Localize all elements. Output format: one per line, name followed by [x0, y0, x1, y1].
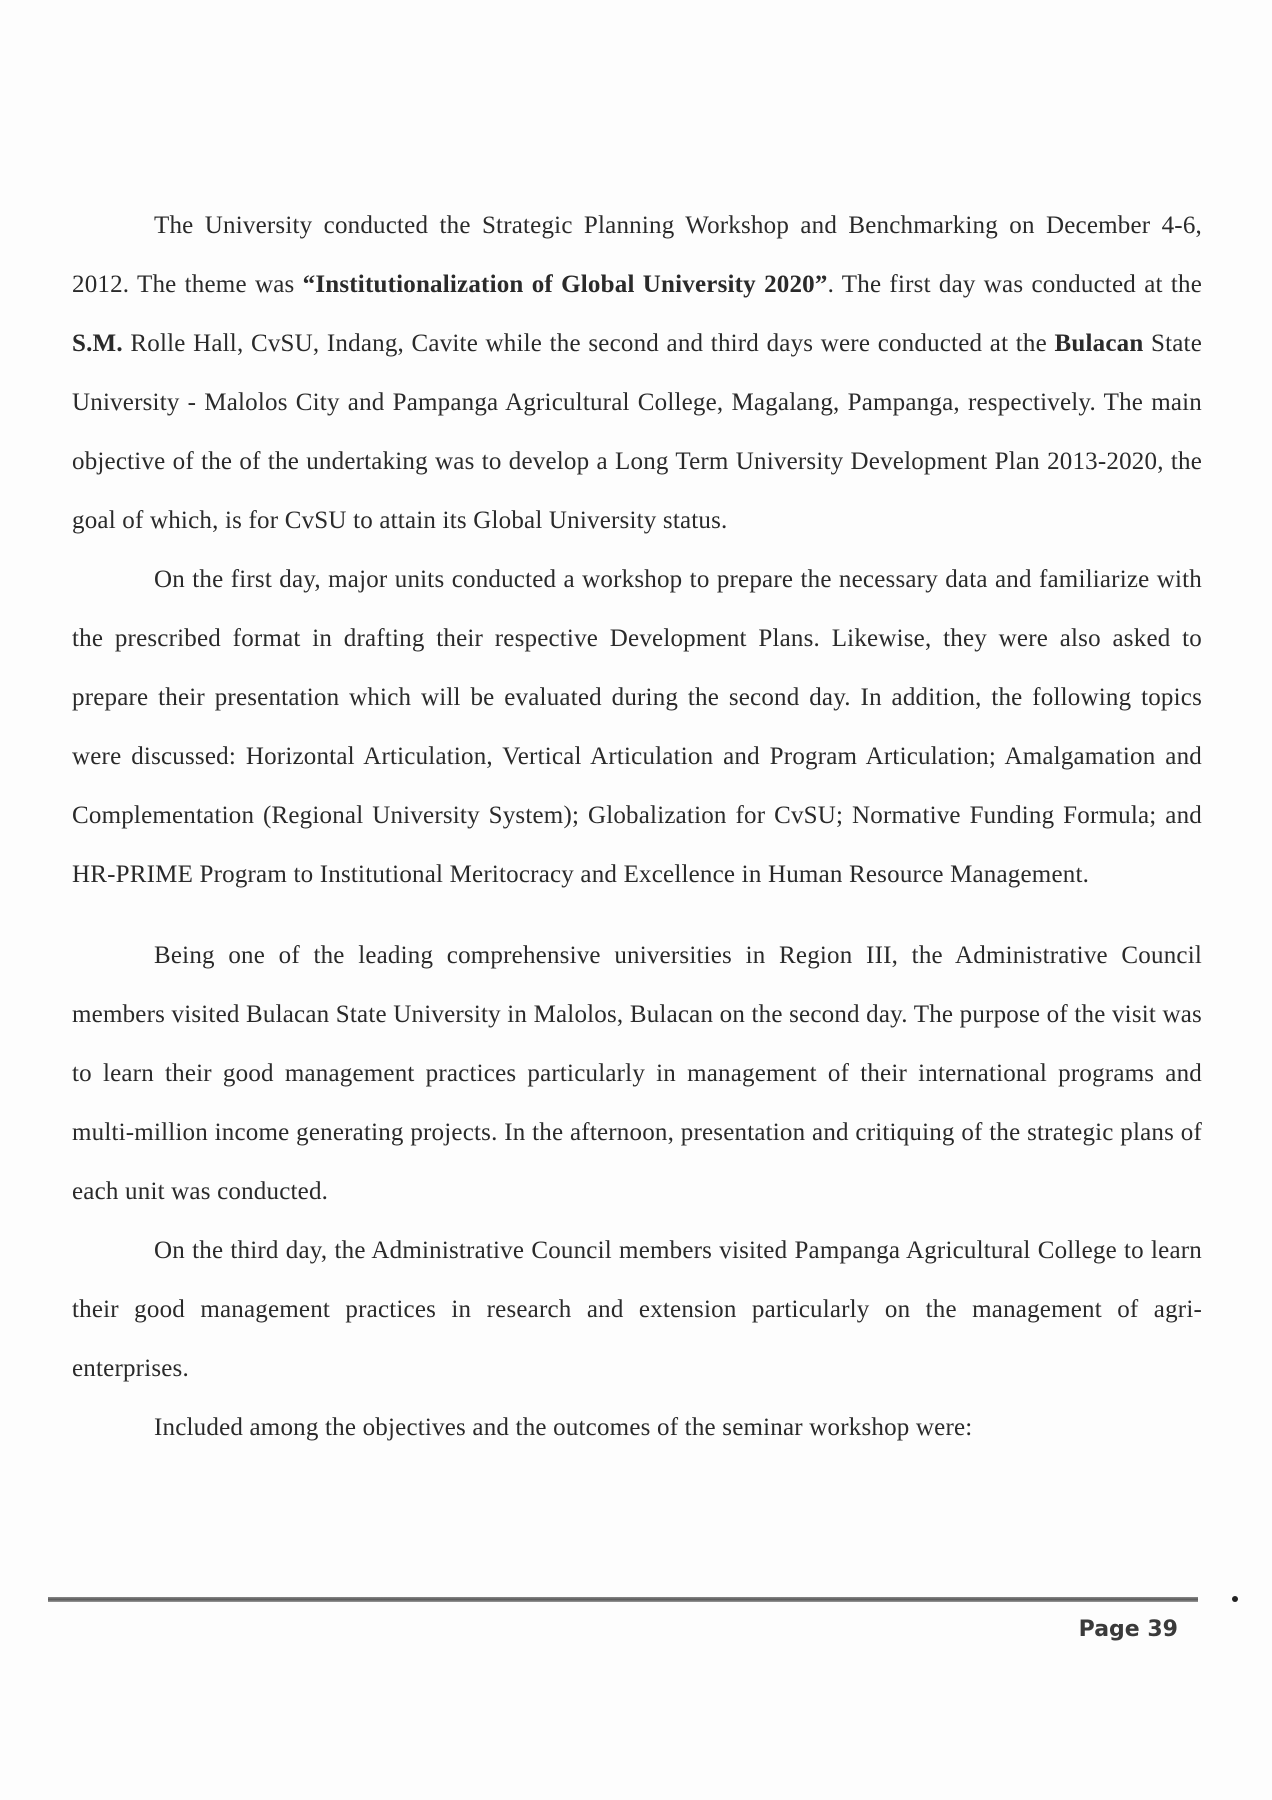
intro-text-2: . The first day was conducted at the	[827, 271, 1202, 298]
first-day-text: On the first day, major units conducted a workshop to prepare the necessary data and familiarize with the prescribed format in drafting their respective Development Plans. Likewise, they were also asked to prepare their presentation which will be evaluated during the second day. In addition, the following topics were discussed: Horizontal Articulation, Vertical Articulation and Program Articulation; Amalgamation and Complementation (Regional University System); Globalization for CvSU; Normative Funding Formula; and HR-PRIME Program to Institutional Meritocracy and Excellence in Human Resource Management.	[72, 566, 1202, 888]
second-day-text: Being one of the leading comprehensive universities in Region III, the Administrative Council members visited Bulacan State University in Malolos, Bulacan on the second day. The purpose of the visit was to learn their good management practices particularly in management of their international programs and multi-million income generating projects. In the afternoon, presentation and critiquing of the strategic plans of each unit was conducted.	[72, 942, 1202, 1205]
footer-rule	[48, 1597, 1198, 1602]
paragraph-third-day	[72, 1221, 1202, 1398]
objectives-intro-text: Included among the objectives and the outcomes of the seminar workshop were:	[154, 1414, 973, 1441]
intro-text-4: State University - Malolos City and Pampanga Agricultural College, Magalang, Pampanga, respectively. The main objective of the of the undertaking was to develop a Long Term University Development Plan 2013-2020, the goal of which, is for CvSU to attain its Global University status.	[72, 330, 1202, 534]
paragraph-objectives-intro	[72, 1398, 1202, 1457]
paragraph-intro	[72, 196, 1202, 550]
paragraph-spacer	[72, 904, 1202, 926]
third-day-text: On the third day, the Administrative Council members visited Pampanga Agricultural College to learn their good management practices in research and extension particularly on the management of agri-enterprises.	[72, 1237, 1202, 1382]
venue-hall: S.M.	[72, 330, 123, 357]
page-number: Page 39	[1078, 1617, 1178, 1642]
paragraph-first-day	[72, 550, 1202, 904]
intro-text-3: Rolle Hall, CvSU, Indang, Cavite while the second and third days were conducted at the	[122, 330, 1055, 357]
paragraph-second-day	[72, 926, 1202, 1221]
intro-text-1: The University conducted the Strategic Planning Workshop and Benchmarking on December 4-6, 2012. The theme was	[72, 212, 1202, 298]
scan-mark	[1232, 1596, 1238, 1602]
workshop-theme: “Institutionalization of Global University 2020”	[302, 271, 828, 298]
venue-university: Bulacan	[1054, 330, 1144, 357]
document-body	[72, 196, 1202, 1457]
